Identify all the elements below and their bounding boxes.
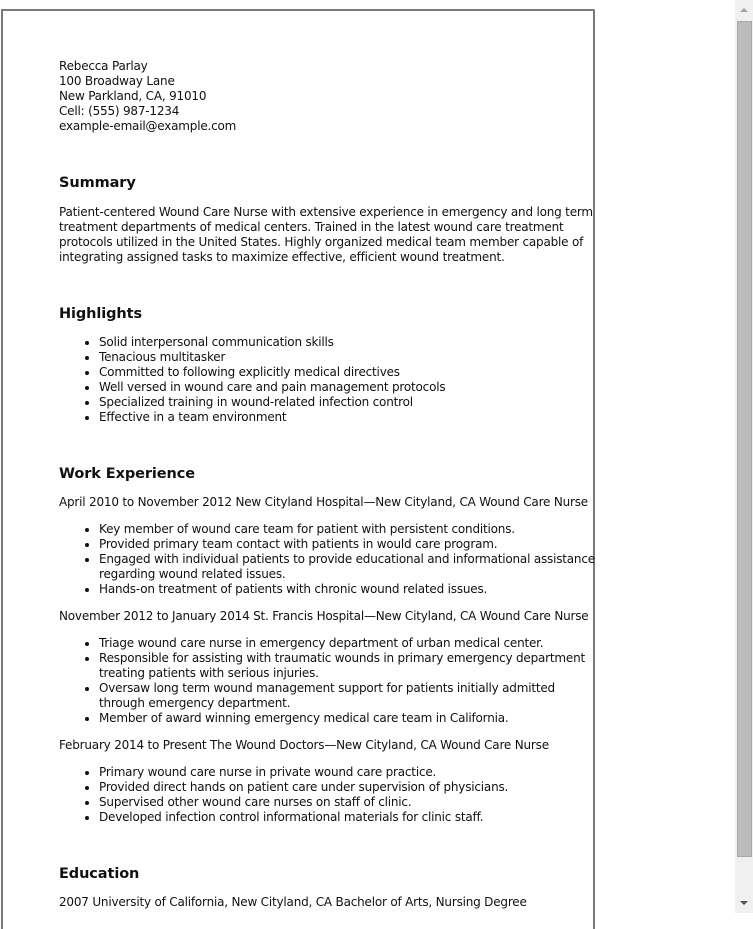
list-item: • Primary wound care nurse in private wound care practice. bbox=[99, 765, 599, 780]
job-header: April 2010 to November 2012 New Cityland Hospital—New Cityland, CA Wound Care Nurse bbox=[59, 495, 588, 509]
summary-text: Patient-centered Wound Care Nurse with extensive experience in emergency and long term treatment departments of medical centers. Trained in the latest wound care treatment protocols utilized in the United States. Highly organized medical team member capable of integrating assigned tasks to maximize effective, efficient wound treatment. bbox=[59, 205, 593, 264]
list-item: • Specialized training in wound-related infection control bbox=[99, 395, 599, 410]
list-item: • Supervised other wound care nurses on staff of clinic. bbox=[99, 795, 599, 810]
contact-address: 100 Broadway Lane bbox=[59, 74, 175, 88]
list-item: • Well versed in wound care and pain management protocols bbox=[99, 380, 599, 395]
job-header: November 2012 to January 2014 St. Francis Hospital—New Cityland, CA Wound Care Nurse bbox=[59, 609, 589, 623]
job-bullets bbox=[59, 522, 599, 597]
list-item: • Provided direct hands on patient care under supervision of physicians. bbox=[99, 780, 599, 795]
scroll-down-arrow-icon[interactable] bbox=[735, 893, 753, 913]
education-heading: Education bbox=[59, 866, 140, 882]
list-item: • Developed infection control informational materials for clinic staff. bbox=[99, 810, 599, 825]
job-entry bbox=[59, 495, 599, 597]
list-item: • Oversaw long term wound management support for patients initially admitted through emergency department. bbox=[99, 681, 599, 711]
list-item: • Committed to following explicitly medical directives bbox=[99, 365, 599, 380]
list-item: • Responsible for assisting with traumatic wounds in primary emergency department treating patients with serious injuries. bbox=[99, 651, 599, 681]
scrollbar-thumb[interactable] bbox=[737, 21, 752, 857]
highlights-list bbox=[59, 335, 599, 425]
job-bullets bbox=[59, 765, 599, 825]
scroll-up-arrow-icon[interactable] bbox=[735, 0, 753, 20]
vertical-scrollbar[interactable] bbox=[735, 0, 753, 913]
list-item: • Key member of wound care team for patient with persistent conditions. bbox=[99, 522, 599, 537]
list-item: • Provided primary team contact with patients in would care program. bbox=[99, 537, 599, 552]
contact-email: example-email@example.com bbox=[59, 119, 237, 133]
job-bullets bbox=[59, 636, 599, 726]
list-item: • Tenacious multitasker bbox=[99, 350, 599, 365]
work-experience-heading: Work Experience bbox=[59, 466, 195, 482]
job-entry bbox=[59, 738, 599, 825]
contact-name: Rebecca Parlay bbox=[59, 59, 148, 73]
education-section bbox=[59, 865, 599, 910]
contact-cell: Cell: (555) 987-1234 bbox=[59, 104, 180, 118]
list-item: • Triage wound care nurse in emergency department of urban medical center. bbox=[99, 636, 599, 651]
job-entry bbox=[59, 609, 599, 726]
contact-city: New Parkland, CA, 91010 bbox=[59, 89, 207, 103]
list-item: • Effective in a team environment bbox=[99, 410, 599, 425]
summary-section bbox=[59, 174, 599, 265]
summary-heading: Summary bbox=[59, 175, 136, 191]
highlights-section bbox=[59, 305, 599, 425]
list-item: • Solid interpersonal communication skills bbox=[99, 335, 599, 350]
education-text: 2007 University of California, New Cityland, CA Bachelor of Arts, Nursing Degree bbox=[59, 895, 527, 909]
list-item: • Member of award winning emergency medical care team in California. bbox=[99, 711, 599, 726]
list-item: • Engaged with individual patients to provide educational and informational assistance regarding wound related issues. bbox=[99, 552, 599, 582]
list-item: • Hands-on treatment of patients with chronic wound related issues. bbox=[99, 582, 599, 597]
job-header: February 2014 to Present The Wound Doctors—New Cityland, CA Wound Care Nurse bbox=[59, 738, 549, 752]
resume-page bbox=[1, 9, 595, 929]
resume-content bbox=[59, 59, 599, 910]
contact-block bbox=[59, 59, 599, 134]
highlights-heading: Highlights bbox=[59, 306, 143, 322]
work-experience-section bbox=[59, 465, 599, 825]
